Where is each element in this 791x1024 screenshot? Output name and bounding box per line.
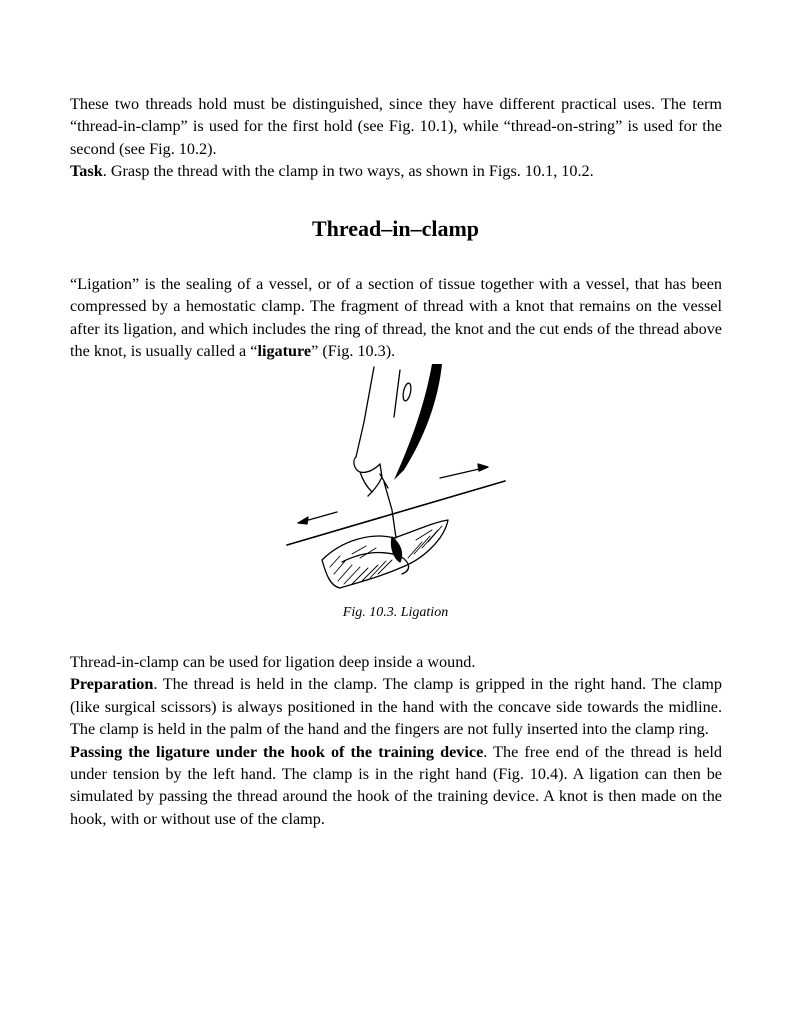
ligation-section [70,273,722,363]
hatching [330,526,442,584]
ligation-text-before: “Ligation” is the sealing of a vessel, or of a section of tissue together with a vessel, that has been compressed by a hemostatic clamp. The fragment of thread with a knot that remains on the vessel after its ligation, and which includes the ring of thread, the knot and the cut ends of the thread above the knot, is usually called a “ [70,275,722,361]
intro-paragraph: These two threads hold must be distinguished, since they have different practical uses. The term “thread-in-clamp” is used for the first hold (see Fig. 10.1), while “thread-on-string” is used for the second (see Fig. 10.2). [70,95,722,158]
clamp-ring-edge [394,370,400,417]
task-paragraph [70,160,722,182]
arrow-right-head [478,464,488,471]
ligation-illustration [282,362,508,598]
passing-paragraph [70,741,722,831]
clamp-ring [402,382,413,401]
ligature-term: ligature [257,342,312,361]
task-text: . Grasp the thread with the clamp in two ways, as shown in Figs. 10.1, 10.2. [102,162,594,181]
preparation-text: . The thread is held in the clamp. The clamp is gripped in the right hand. The clamp (like surgical scissors) is always positioned in the hand with the concave side towards the midline. The clamp is held in the palm of the hand and the fingers are not fully inserted into the clamp ring. [70,675,722,739]
vessel-knot [391,537,401,562]
ligation-paragraph [70,273,722,363]
body-section [70,651,722,830]
passing-text: . The free end of the thread is held under tension by the left hand. The clamp is in the right hand (Fig. 10.4). A ligation can then be simulated by passing the thread around the hook of the training device. A knot is then made on the hook, with or without use of the clamp. [70,742,722,828]
clamp-jaw [354,457,382,496]
preparation-label: Preparation [70,675,154,694]
section-title: Thread–in–clamp [311,216,480,241]
passing-label: Passing the ligature under the hook of the training device [70,742,484,761]
arrow-left-head [298,517,308,524]
usage-paragraph: Thread-in-clamp can be used for ligation deep inside a wound. [70,653,476,671]
task-label: Task [70,162,103,181]
figure-caption: Fig. 10.3. Ligation [342,605,449,620]
thread-vertical [384,482,396,538]
intro-section [70,93,722,183]
ligation-text-after: ” (Fig. 10.3). [311,342,396,361]
preparation-paragraph [70,673,722,740]
clamp-dark-shaft [394,364,442,480]
clamp-shaft [356,367,374,457]
